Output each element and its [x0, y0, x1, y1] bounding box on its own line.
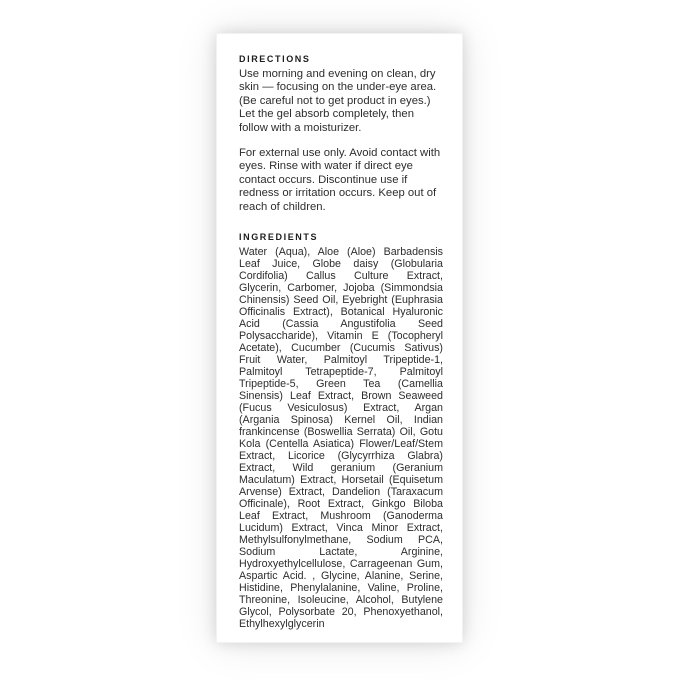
directions-paragraph-usage: Use morning and evening on clean, dry skin — focusing on the under-eye area. (Be careful not to get product in eyes.) Let the gel absorb completely, then follow with a moisturizer.	[239, 68, 437, 134]
ingredients-heading: INGREDIENTS	[239, 232, 319, 243]
ingredients-section	[239, 232, 443, 630]
label-panel	[216, 33, 463, 643]
directions-paragraph-warning: For external use only. Avoid contact with eyes. Rinse with water if direct eye contact occurs. Discontinue use if redness or irritation occurs. Keep out of reach of children.	[239, 147, 441, 213]
directions-section	[239, 54, 443, 214]
ingredients-list-text: Water (Aqua), Aloe (Aloe) Barbadensis Leaf Juice, Globe daisy (Globularia Cordifolia) Callus Culture Extract, Glycerin, Carbomer, Jojoba (Simmondsia Chinensis) Seed Oil, Eyebright (Euphrasia Officinalis Extract), Botanical Hyaluronic Acid (Cassia Angustifolia Seed Polysaccharide), Vitamin E (Tocopheryl Acetate), Cucumber (Cucumis Sativus) Fruit Water, Palmitoyl Tripeptide-1, Palmitoyl Tetrapeptide-7, Palmitoyl Tripeptide-5, Green Tea (Camellia Sinensis) Leaf Extract, Brown Seaweed (Fucus Vesiculosus) Extract, Argan (Argania Spinosa) Kernel Oil, Indian frankincense (Boswellia Serrata) Oil, Gotu Kola (Centella Asiatica) Flower/Leaf/Stem Extract, Licorice (Glycyrrhiza Glabra) Extract, Wild geranium (Geranium Maculatum) Extract, Horsetail (Equisetum Arvense) Extract, Dandelion (Taraxacum Officinale), Root Extract, Ginkgo Biloba Leaf Extract, Mushroom (Ganoderma Lucidum) Extract, Vinca Minor Extract, Methylsulfonylmethane, Sodium PCA, Sodium Lactate, Arginine, Hydroxyethylcellulose, Carrageenan Gum, Aspartic Acid. , Glycine, Alanine, Serine, Histidine, Phenylalanine, Valine, Proline, Threonine, Isoleucine, Alcohol, Butylene Glycol, Polysorbate 20, Phenoxyethanol, Ethylhexylglycerin	[239, 246, 443, 631]
directions-heading: DIRECTIONS	[239, 54, 311, 64]
